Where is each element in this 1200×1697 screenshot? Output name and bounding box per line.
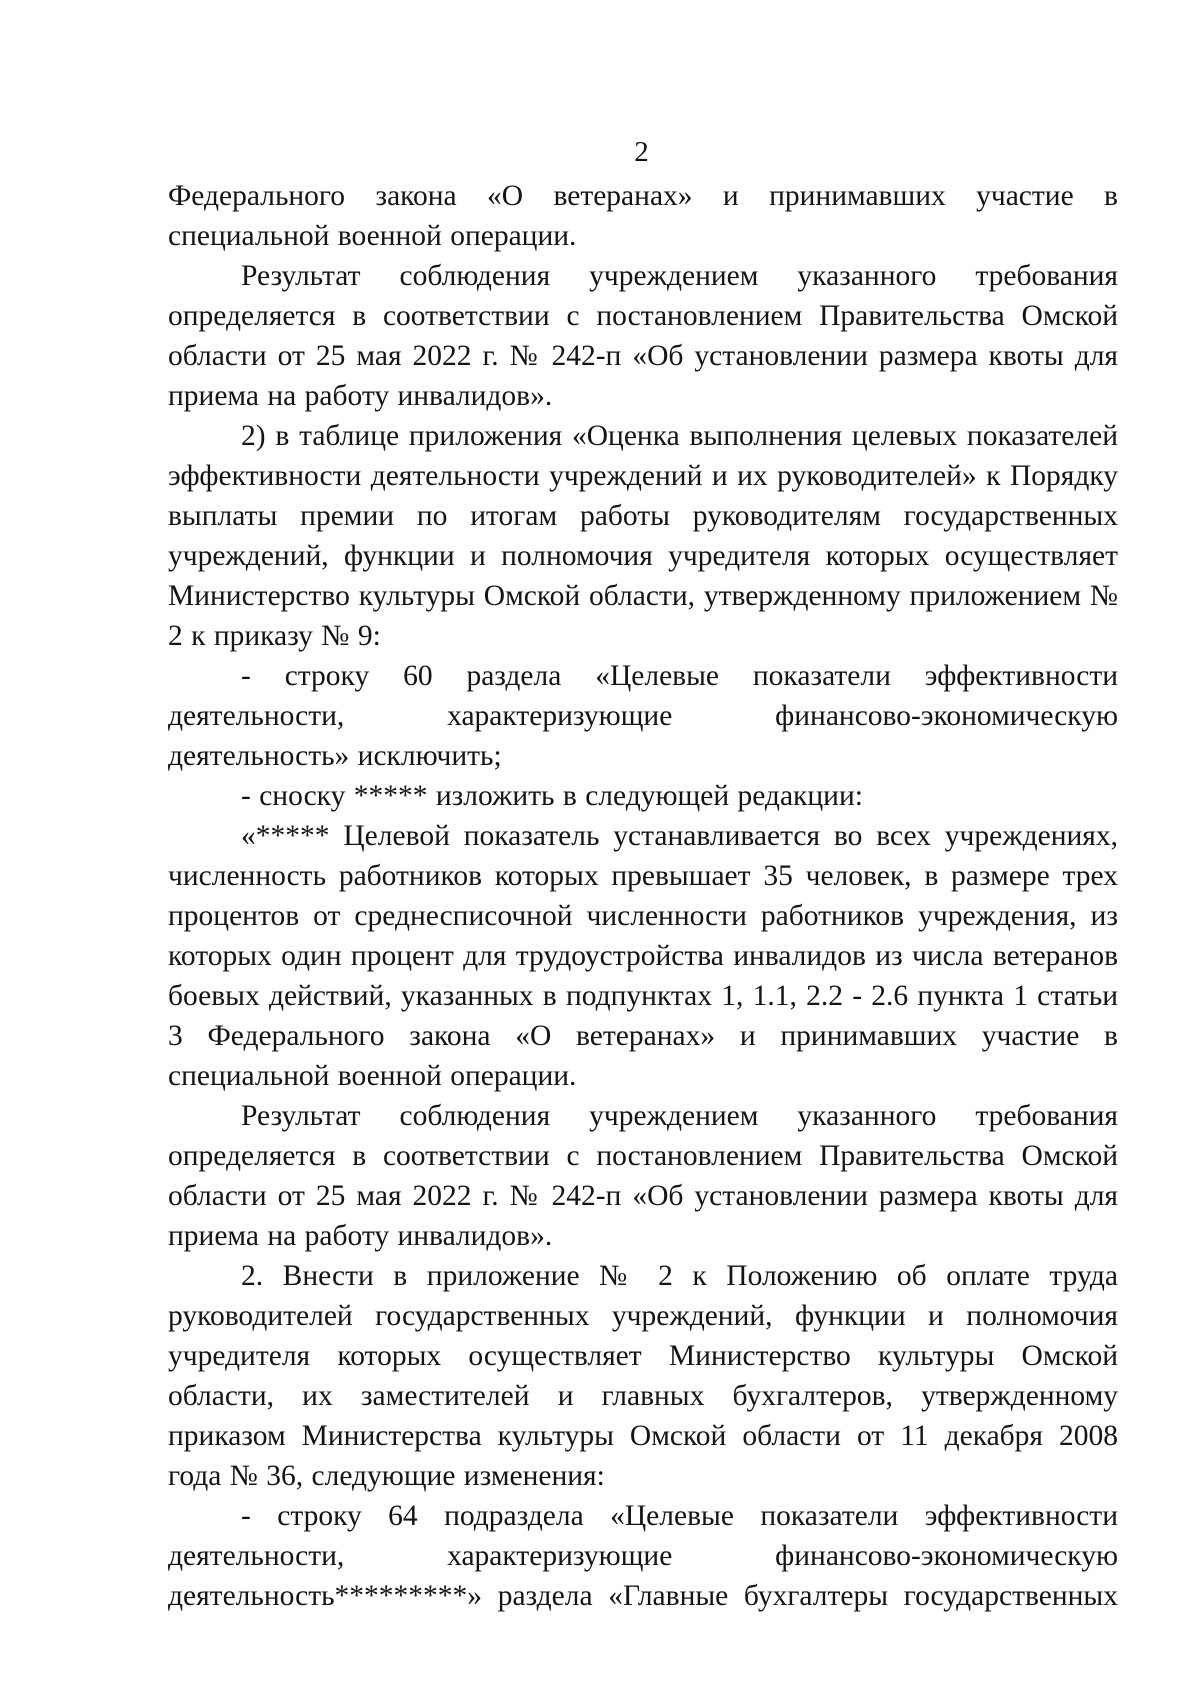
- paragraph-row-64-subsection: - строку 64 подраздела «Целевые показатели эффективности деятельности, характеризующие финансово-экономическую деятельность*********» раздела «Главные бухгалтеры государственных: [168, 1500, 1118, 1612]
- paragraph-result-compliance-2: Результат соблюдения учреждением указанного требования определяется в соответствии с постановлением Правительства Омской области от 25 мая 2022 г. № 242-п «Об установлении размера квоты для приема на работу инвалидов».: [168, 1100, 1118, 1252]
- paragraph-footnote-text: «***** Целевой показатель устанавливается во всех учреждениях, численность работников которых превышает 35 человек, в размере трех процентов от среднесписочной численности работников учреждения, из которых один процент для трудоустройства инвалидов из числа ветеранов боевых действий, указанных в подпунктах 1, 1.1, 2.2 - 2.6 пункта 1 статьи 3 Федерального закона «О ветеранах» и принимавших участие в специальной военной операции.: [168, 820, 1118, 1092]
- paragraph-footnote-edit: - сноску ***** изложить в следующей редакции:: [241, 780, 863, 812]
- document-body: [168, 176, 1118, 1616]
- paragraph-result-compliance-1: Результат соблюдения учреждением указанного требования определяется в соответствии с постановлением Правительства Омской области от 25 мая 2022 г. № 242-п «Об установлении размера квоты для приема на работу инвалидов».: [168, 260, 1118, 412]
- paragraph-veterans-law-continuation: Федерального закона «О ветеранах» и принимавших участие в специальной военной операции.: [168, 180, 1118, 252]
- paragraph-row-60-exclude: - строку 60 раздела «Целевые показатели эффективности деятельности, характеризующие финансово-экономическую деятельность» исключить;: [168, 660, 1118, 772]
- page-number: 2: [634, 136, 649, 168]
- paragraph-item-2-amend-appendix: 2. Внести в приложение № 2 к Положению об оплате труда руководителей государственных учреждений, функции и полномочия учредителя которых осуществляет Министерство культуры Омской области, их заместителей и главных бухгалтеров, утвержденному приказом Министерства культуры Омской области от 11 декабря 2008 года № 36, следующие изменения:: [168, 1260, 1118, 1492]
- paragraph-item-2-table-appendix: 2) в таблице приложения «Оценка выполнения целевых показателей эффективности деятельности учреждений и их руководителей» к Порядку выплаты премии по итогам работы руководителям государственных учреждений, функции и полномочия учредителя которых осуществляет Министерство культуры Омской области, утвержденному приложением № 2 к приказу № 9:: [168, 420, 1118, 652]
